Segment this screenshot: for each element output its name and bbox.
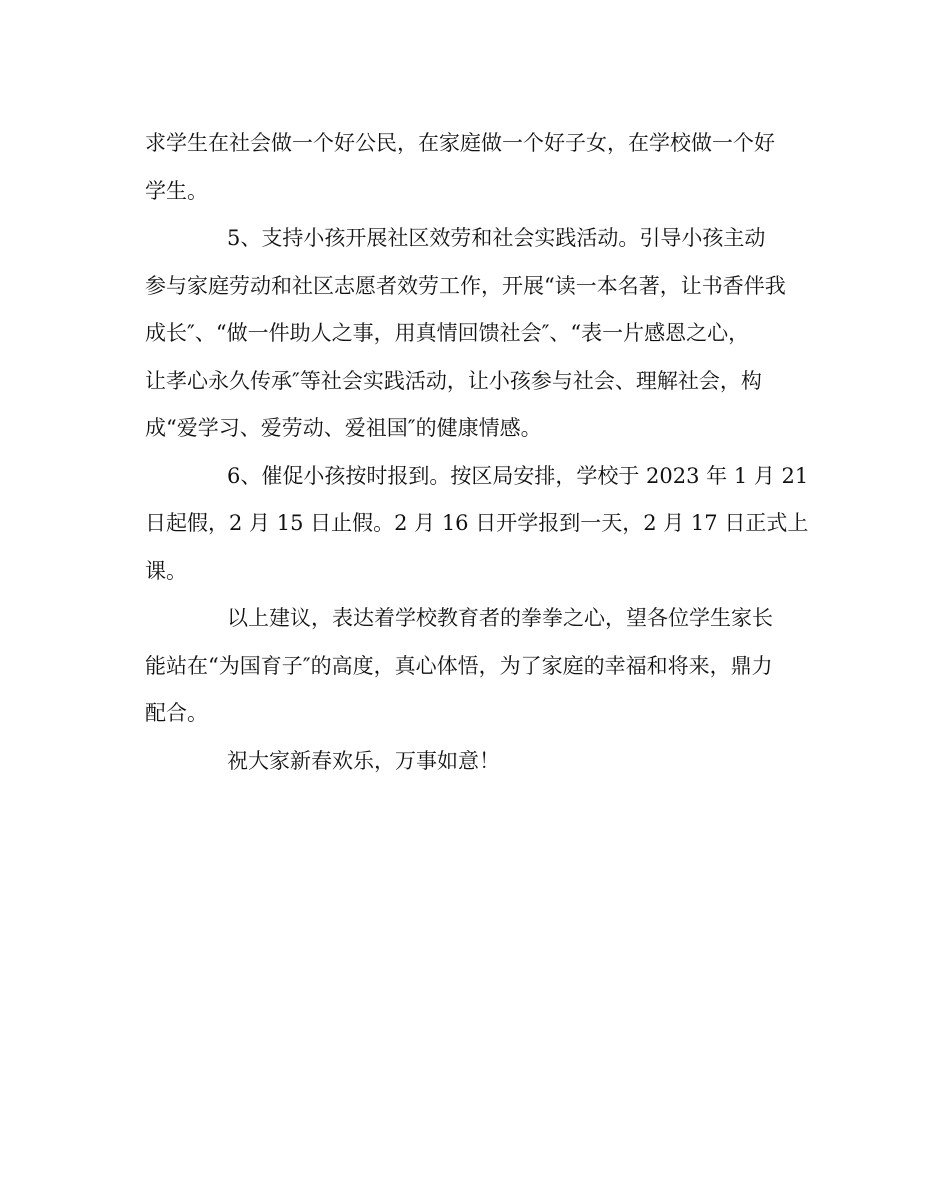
paragraph-item-6-line-3: 课。 — [145, 558, 187, 583]
paragraph-item-5-line-1: 5、支持小孩开展社区效劳和社会实践活动。引导小孩主动 — [227, 226, 766, 250]
paragraph-greeting-line-1: 祝大家新春欢乐，万事如意！ — [227, 748, 500, 773]
paragraph-item-5-line-5: 成“爱学习、爱劳动、爱祖国″的健康情感。 — [145, 416, 542, 440]
paragraph-item-5-line-2: 参与家庭劳动和社区志愿者效劳工作，开展“读一本名著，让书香伴我 — [145, 273, 786, 298]
paragraph-continuation-line-2: 学生。 — [145, 178, 208, 203]
paragraph-closing-line-1: 以上建议，表达着学校教育者的拳拳之心，望各位学生家长 — [227, 606, 773, 630]
paragraph-closing-line-2: 能站在“为国育子″的高度，真心体悟，为了家庭的幸福和将来，鼎力 — [145, 653, 773, 678]
paragraph-continuation-line-1: 求学生在社会做一个好公民，在家庭做一个好子女，在学校做一个好 — [145, 131, 775, 155]
paragraph-item-5-line-3: 成长″、“做一件助人之事，用真情回馈社会″、“表一片感恩之心， — [145, 321, 750, 345]
paragraph-item-6-line-2: 日起假，2 月 15 日止假。2 月 16 日开学报到一天，2 月 17 日正式上 — [145, 511, 809, 535]
paragraph-item-6-line-1: 6、催促小孩按时报到。按区局安排，学校于 2023 年 1 月 21 — [227, 463, 809, 488]
document-body — [145, 120, 815, 785]
paragraph-item-5-line-4: 让孝心永久传承″等社会实践活动，让小孩参与社会、理解社会，构 — [145, 368, 762, 393]
paragraph-closing-line-3: 配合。 — [145, 701, 208, 725]
